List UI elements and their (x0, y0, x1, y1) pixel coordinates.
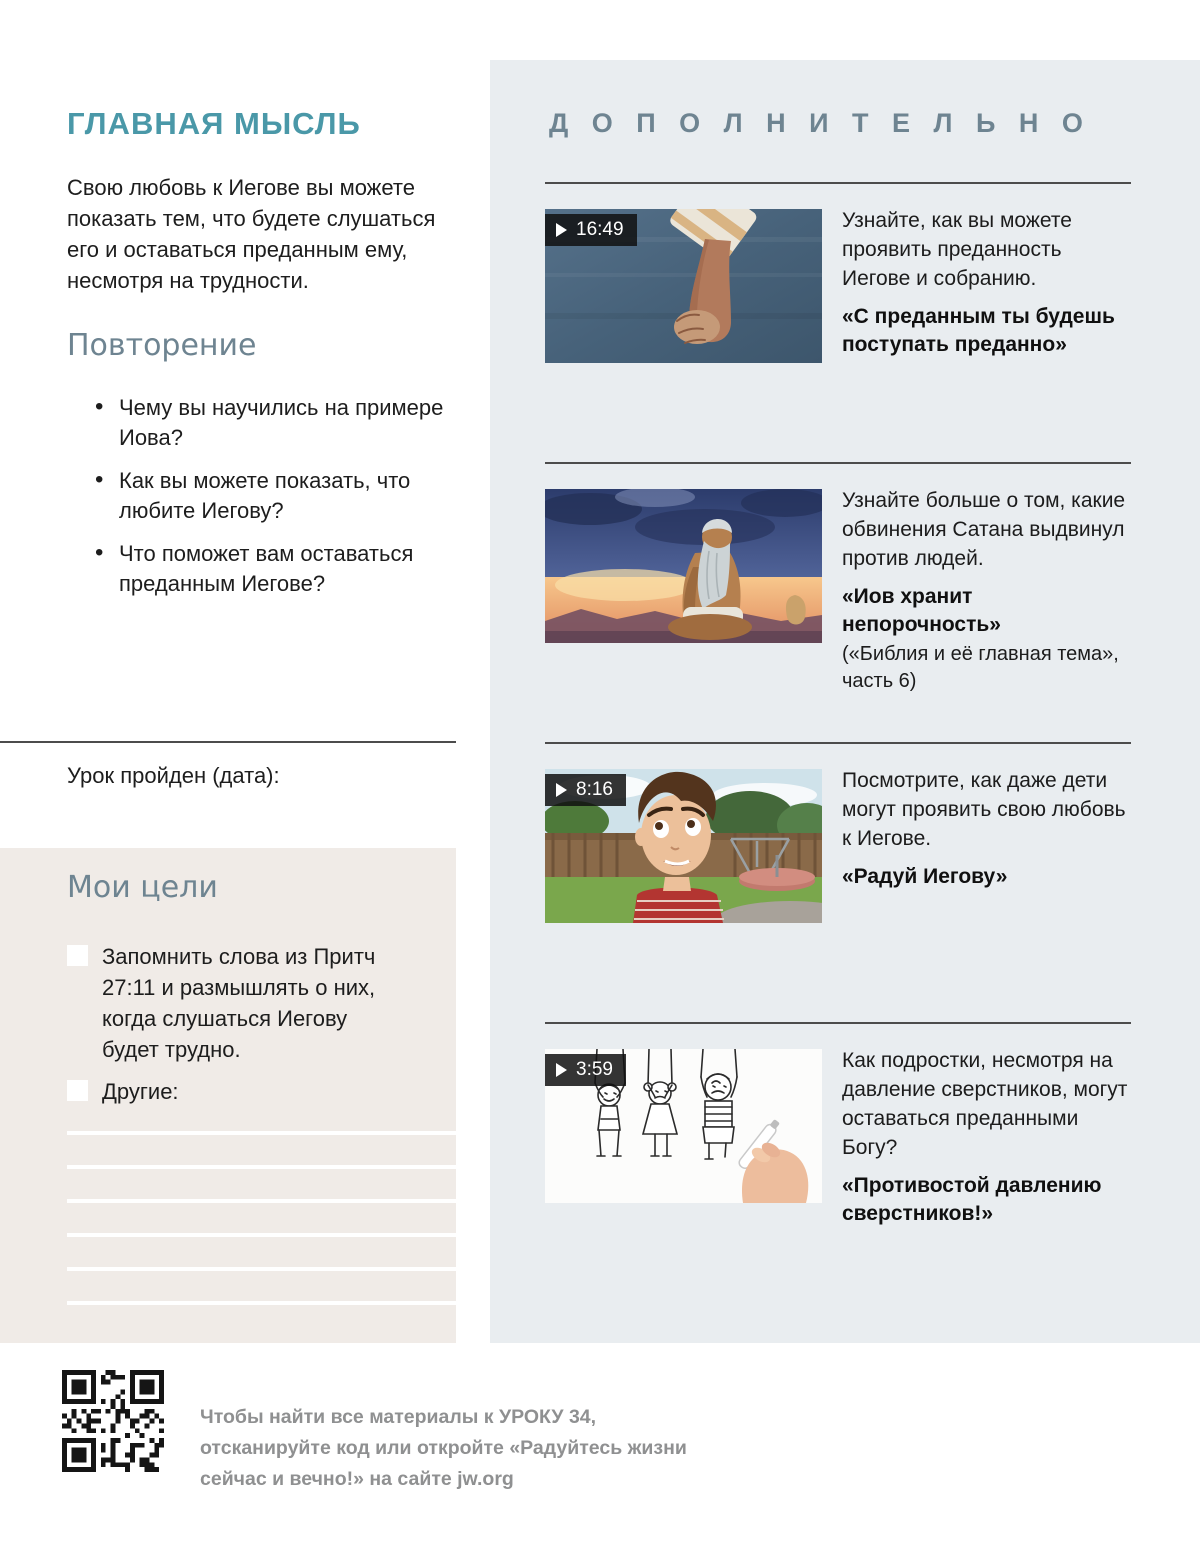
writing-line (67, 1267, 456, 1271)
main-idea-body: Свою любовь к Иегове вы можете показать тем, что будете слушаться его и оставаться преданным ему, несмотря на трудности. (67, 175, 436, 293)
play-icon (556, 783, 567, 797)
video-thumbnail-clasped-arms[interactable] (545, 209, 822, 363)
video-title-link[interactable]: «Радуй Иегову» (842, 865, 1008, 888)
extra-item (545, 1022, 1131, 1302)
review-question: • Что поможет вам оставаться преданным Иегове? (95, 539, 447, 599)
video-thumbnail-boy[interactable] (545, 769, 822, 923)
video-description: Посмотрите, как даже дети могут проявить свою любовь к Иегове. (842, 769, 1126, 850)
video-description: Узнайте больше о том, какие обвинения Сатана выдвинул против людей. (842, 489, 1126, 570)
play-icon (556, 223, 567, 237)
goal-item (67, 941, 394, 1065)
extras-title: Д О П О Л Н И Т Е Л Ь Н О (549, 108, 1091, 138)
footer-caption: Чтобы найти все материалы к УРОКУ 34, отсканируйте код или откройте «Радуйтесь жизни сейчас и вечно!» на сайте jw.org (200, 1406, 687, 1490)
video-description: Как подростки, несмотря на давление сверстников, могут оставаться преданными Богу? (842, 1049, 1128, 1159)
review-list (95, 393, 447, 612)
divider (545, 1022, 1131, 1024)
divider (0, 741, 456, 743)
video-title-link[interactable]: «Противостой давлению сверстников!» (842, 1174, 1102, 1225)
writing-line (67, 1131, 456, 1135)
video-thumbnail-whiteboard[interactable] (545, 1049, 822, 1203)
duration-text: 8:16 (576, 779, 613, 800)
qr-code (62, 1370, 164, 1472)
video-info (842, 766, 1132, 891)
lesson-done-label: Урок пройден (дата): (67, 763, 280, 788)
extra-item (545, 462, 1131, 742)
writing-line (67, 1199, 456, 1203)
divider (545, 742, 1131, 744)
main-idea-title: ГЛАВНАЯ МЫСЛЬ (67, 106, 361, 141)
video-description: Узнайте, как вы можете проявить преданность Иегове и собранию. (842, 209, 1072, 290)
play-icon (556, 1063, 567, 1077)
divider (545, 462, 1131, 464)
extra-item (545, 182, 1131, 462)
goal-item (67, 1076, 394, 1107)
writing-line (67, 1165, 456, 1169)
divider (545, 182, 1131, 184)
goal-text: Запомнить слова из Притч 27:11 и размышлять о них, когда слушаться Иегову будет трудно. (102, 944, 376, 1062)
video-title-link[interactable]: «С преданным ты будешь поступать преданно» (842, 305, 1115, 356)
video-info (842, 1046, 1132, 1228)
goal-text: Другие: (102, 1079, 179, 1104)
writing-line (67, 1301, 456, 1305)
review-question: • Как вы можете показать, что любите Иегову? (95, 466, 447, 526)
video-subtitle: («Библия и её главная тема», часть 6) (842, 643, 1119, 692)
duration-badge (545, 214, 637, 246)
duration-text: 16:49 (576, 219, 624, 240)
duration-badge (545, 1054, 626, 1086)
video-info (842, 486, 1132, 695)
review-question: • Чему вы научились на примере Иова? (95, 393, 447, 453)
duration-badge (545, 774, 626, 806)
goal-checkbox[interactable] (67, 1080, 88, 1101)
video-title-link[interactable]: «Иов хранит непорочность» (842, 585, 1001, 636)
duration-text: 3:59 (576, 1059, 613, 1080)
video-thumbnail-job[interactable] (545, 489, 822, 643)
extra-item (545, 742, 1131, 1022)
writing-line (67, 1233, 456, 1237)
goals-title: Мои цели (67, 870, 218, 905)
video-info (842, 206, 1132, 359)
review-title: Повторение (67, 328, 257, 363)
goal-checkbox[interactable] (67, 945, 88, 966)
